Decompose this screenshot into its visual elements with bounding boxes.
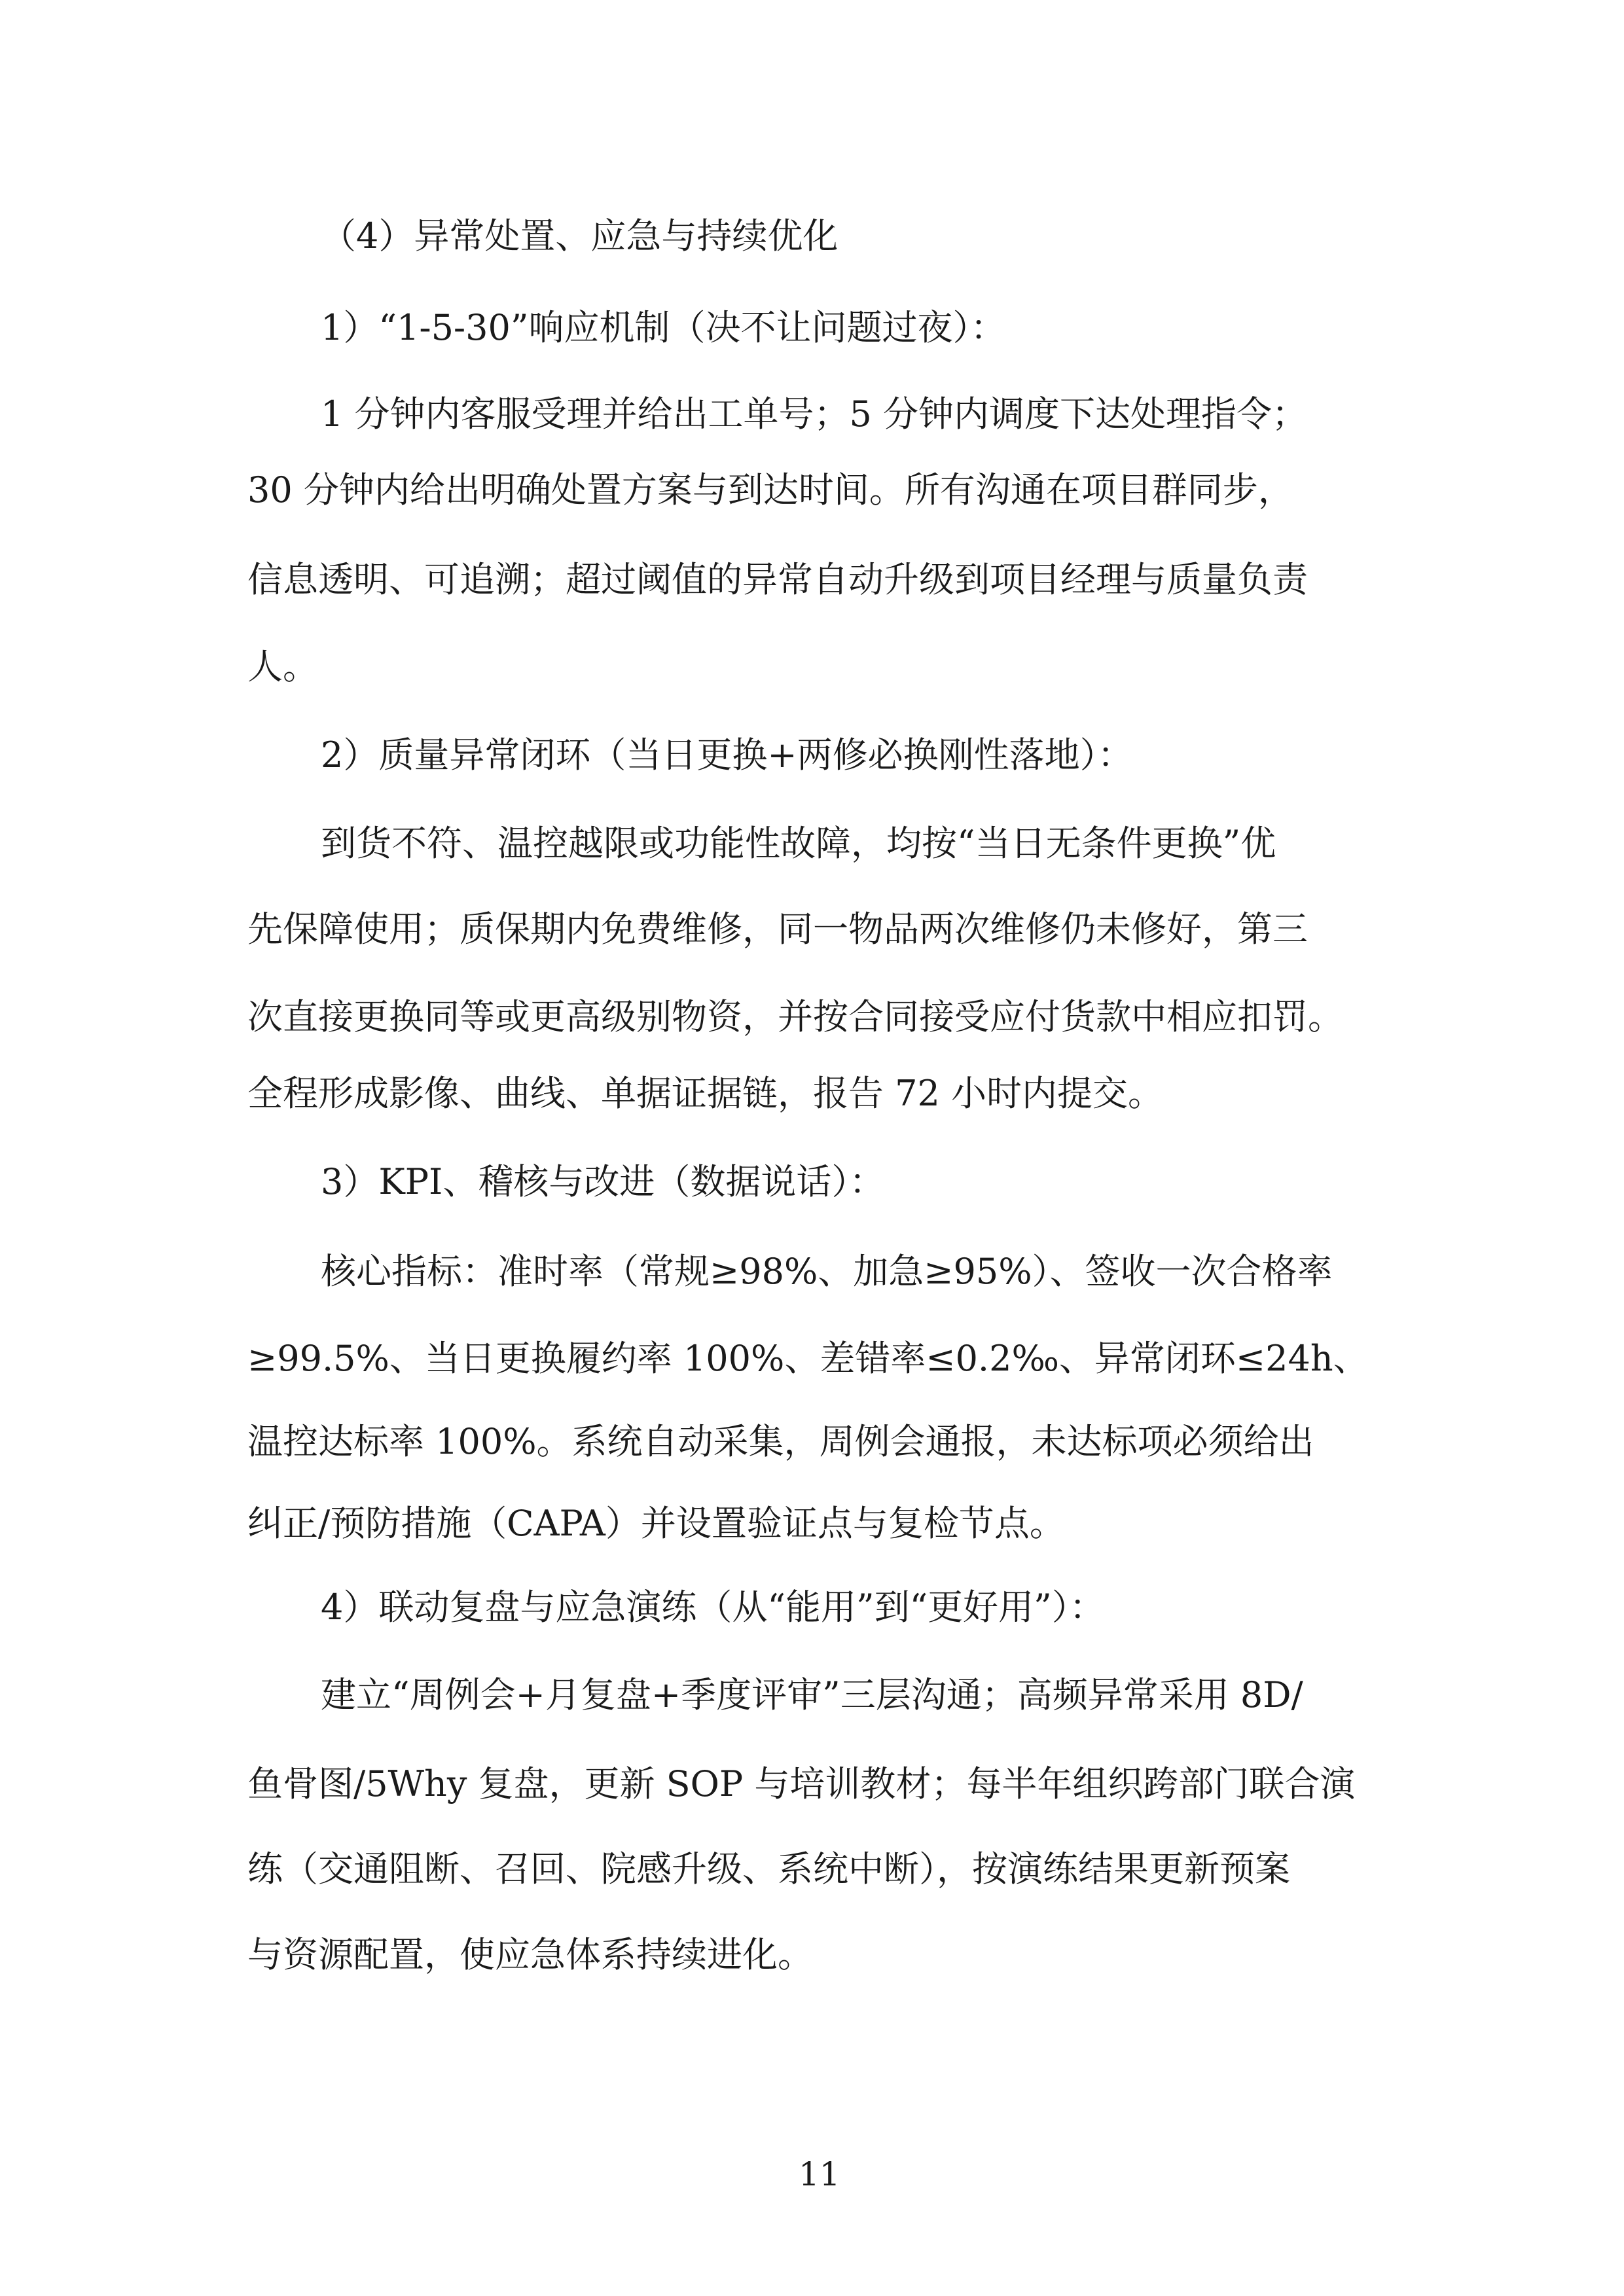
paragraph-1-line-1: 1 分钟内客服受理并给出工单号；5 分钟内调度下达处理指令；: [321, 393, 1308, 435]
paragraph-2-line-2: 先保障使用；质保期内免费维修，同一物品两次维修仍未修好，第三: [247, 908, 1308, 950]
subsection-heading-2: 2）质量异常闭环（当日更换+两修必换刚性落地）：: [321, 734, 1133, 776]
paragraph-2-line-3: 次直接更换同等或更高级别物资，并按合同接受应付货款中相应扣罚。: [247, 996, 1343, 1037]
page-number: 11: [799, 2155, 840, 2193]
paragraph-2-line-4: 全程形成影像、曲线、单据证据链，报告 72 小时内提交。: [247, 1073, 1164, 1114]
paragraph-3-line-4: 纠正/预防措施（CAPA）并设置验证点与复检节点。: [247, 1503, 1065, 1544]
paragraph-1-line-2: 30 分钟内给出明确处置方案与到达时间。所有沟通在项目群同步，: [247, 469, 1293, 511]
paragraph-3-line-3: 温控达标率 100%。系统自动采集，周例会通报，未达标项必须给出: [247, 1421, 1314, 1462]
subsection-heading-4: 4）联动复盘与应急演练（从“能用”到“更好用”）：: [321, 1587, 1105, 1628]
paragraph-4-line-2: 鱼骨图/5Why 复盘，更新 SOP 与培训教材；每半年组织跨部门联合演: [247, 1763, 1356, 1804]
subsection-heading-1: 1）“1-5-30”响应机制（决不让问题过夜）：: [321, 307, 1006, 348]
section-heading: （4）异常处置、应急与持续优化: [321, 215, 839, 257]
paragraph-3-line-2: ≥99.5%、当日更换履约率 100%、差错率≤0.2‰、异常闭环≤24h、: [247, 1338, 1369, 1379]
paragraph-4-line-4: 与资源配置，使应急体系持续进化。: [247, 1934, 813, 1975]
subsection-heading-3: 3）KPI、稽核与改进（数据说话）：: [321, 1161, 885, 1202]
paragraph-3-line-1: 核心指标：准时率（常规≥98%、加急≥95%）、签收一次合格率: [321, 1251, 1333, 1292]
paragraph-1-line-3: 信息透明、可追溯；超过阈值的异常自动升级到项目经理与质量负责: [247, 559, 1308, 600]
paragraph-1-line-4: 人。: [247, 646, 318, 687]
paragraph-4-line-3: 练（交通阻断、召回、院感升级、系统中断），按演练结果更新预案: [247, 1848, 1290, 1890]
paragraph-2-line-1: 到货不符、温控越限或功能性故障，均按“当日无条件更换”优: [321, 823, 1276, 864]
paragraph-4-line-1: 建立“周例会+月复盘+季度评审”三层沟通；高频异常采用 8D/: [321, 1674, 1303, 1715]
